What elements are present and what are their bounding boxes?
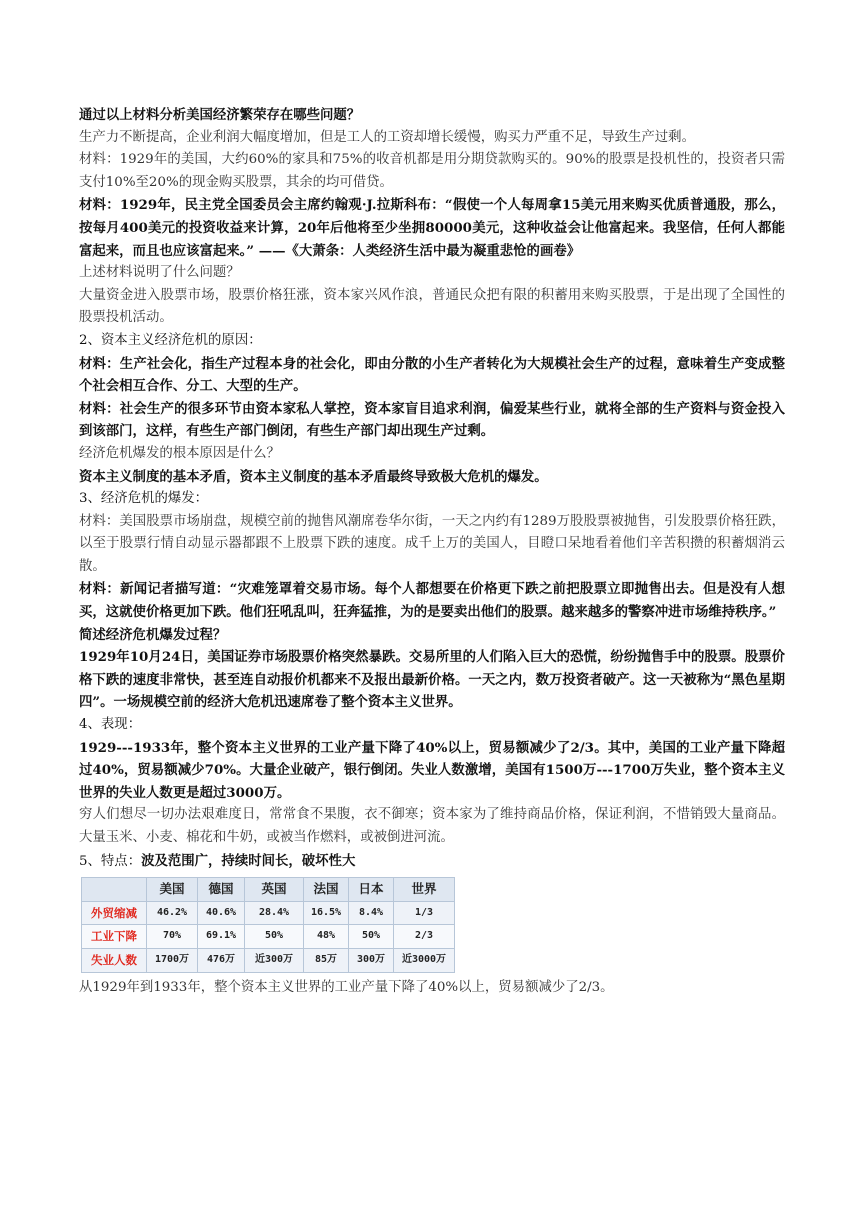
table-cell: 2/3	[394, 925, 455, 949]
table-cell: 69.1%	[198, 925, 245, 949]
statistics-table	[81, 877, 455, 972]
paragraph: 材料：社会生产的很多环节由资本家私人掌控，资本家盲目追求利润，偏爱某些行业，就将全部的生产资料与资金投入到该部门，这样，有些生产部门倒闭，有些生产部门却出现生产过剩。	[79, 400, 785, 440]
paragraph: 大量资金进入股票市场，股票价格狂涨，资本家兴风作浪，普通民众把有限的积蓄用来购买股票，于是出现了全国性的股票投机活动。	[79, 287, 785, 326]
paragraph: 经济危机爆发的根本原因是什么？	[79, 445, 280, 461]
paragraph: 穷人们想尽一切办法艰难度日，常常食不果腹，衣不御寒；资本家为了维持商品价格，保证利润，不惜销毁大量商品。大量玉米、小麦、棉花和牛奶，或被当作燃料，或被倒进河流。	[79, 807, 785, 845]
paragraph: 通过以上材料分析美国经济繁荣存在哪些问题？	[79, 107, 361, 123]
paragraph: 材料：生产社会化，指生产过程本身的社会化，即由分散的小生产者转化为大规模社会生产的过程，意味着生产变成整个社会相互合作、分工、大型的生产。	[79, 355, 785, 395]
table-cell: 476万	[198, 948, 245, 972]
statistics-table-wrapper	[81, 877, 785, 972]
table-header-cell: 日本	[349, 878, 394, 902]
table-cell: 近3000万	[394, 948, 455, 972]
paragraph: 生产力不断提高，企业利润大幅度增加，但是工人的工资却增长缓慢，购买力严重不足，导致生产过剩。	[79, 129, 695, 145]
section-5-prefix: 5、特点：	[79, 853, 142, 869]
table-cell: 50%	[349, 925, 394, 949]
paragraph: 材料：新闻记者描写道：“灾难笼罩着交易市场。每个人都想要在价格更下跌之前把股票立即抛售出去。但是没有人想买，这就使价格更加下跌。他们狂吼乱叫，狂奔猛推，为的是要卖出他们的股票。越来越多的警察冲进市场维持秩序。”	[79, 581, 785, 621]
document-body	[79, 104, 785, 999]
row-label: 工业下降	[82, 925, 147, 949]
paragraph-list	[79, 104, 785, 850]
paragraph: 上述材料说明了什么问题？	[79, 265, 240, 281]
table-header-cell: 美国	[147, 878, 198, 902]
section-heading: 2、资本主义经济危机的原因：	[79, 332, 262, 348]
table-cell: 300万	[349, 948, 394, 972]
table-header-cell: 世界	[394, 878, 455, 902]
row-label: 外贸缩减	[82, 901, 147, 925]
table-cell: 48%	[304, 925, 349, 949]
table-row	[82, 925, 455, 949]
table-row	[82, 948, 455, 972]
paragraph: 材料：1929年，民主党全国委员会主席约翰观·J.拉斯科布：“假使一个人每周拿15美元用来购买优质普通股，那么，按每月400美元的投资收益来计算，20年后他将至少坐拥80000美元，这种收益会让他富起来。我坚信，任何人都能富起来，而且也应该富起来。” ——《大萧条：人类经济生活中最为凝重悲怆的画卷》	[79, 197, 785, 259]
table-cell: 28.4%	[245, 901, 304, 925]
table-cell: 近300万	[245, 948, 304, 972]
table-header-row	[82, 878, 455, 902]
table-cell: 50%	[245, 925, 304, 949]
section-heading: 4、表现：	[79, 717, 142, 733]
closing-paragraph: 从1929年到1933年，整个资本主义世界的工业产量下降了40%以上，贸易额减少了2/3。	[79, 979, 614, 995]
table-header-cell: 德国	[198, 878, 245, 902]
paragraph: 1929---1933年，整个资本主义世界的工业产量下降了40%以上，贸易额减少了2/3。其中，美国的工业产量下降超过40%，贸易额减少70%。大量企业破产，银行倒闭。失业人数激增，美国有1500万---1700万失业，整个资本主义世界的失业人数更是超过3000万。	[79, 739, 785, 801]
table-cell: 1/3	[394, 901, 455, 925]
table-header-cell: 法国	[304, 878, 349, 902]
section-heading: 3、经济危机的爆发：	[79, 491, 209, 507]
table-cell: 85万	[304, 948, 349, 972]
row-label: 失业人数	[82, 948, 147, 972]
table-cell: 70%	[147, 925, 198, 949]
table-cell: 8.4%	[349, 901, 394, 925]
section-5-emphasis: 波及范围广，持续时间长，破坏性大	[141, 852, 356, 869]
table-cell: 46.2%	[147, 901, 198, 925]
paragraph: 资本主义制度的基本矛盾，资本主义制度的基本矛盾最终导致极大危机的爆发。	[79, 468, 548, 485]
paragraph: 1929年10月24日，美国证券市场股票价格突然暴跌。交易所里的人们陷入巨大的恐慌，纷纷抛售手中的股票。股票价格下跌的速度非常快，甚至连自动报价机都来不及报出最新价格。一天之内，数万投资者破产。这一天被称为“黑色星期四”。一场规模空前的经济大危机迅速席卷了整个资本主义世界。	[79, 649, 785, 711]
paragraph: 材料：美国股票市场崩盘，规模空前的抛售风潮席卷华尔街，一天之内约有1289万股股票被抛售，引发股票价格狂跌，以至于股票行情自动显示器都跟不上股票下跌的速度。成千上万的美国人，目瞪口呆地看着他们辛苦积攒的积蓄烟消云散。	[79, 513, 785, 574]
table-cell: 16.5%	[304, 901, 349, 925]
section-5-heading	[79, 850, 785, 874]
table-cell: 40.6%	[198, 901, 245, 925]
table-row	[82, 901, 455, 925]
paragraph: 材料：1929年的美国，大约60%的家具和75%的收音机都是用分期贷款购买的。90%的股票是投机性的，投资者只需支付10%至20%的现金购买股票，其余的均可借贷。	[79, 152, 785, 190]
table-cell: 1700万	[147, 948, 198, 972]
paragraph: 简述经济危机爆发过程？	[79, 626, 227, 643]
table-header-cell: 英国	[245, 878, 304, 902]
table-header-cell	[82, 878, 147, 902]
